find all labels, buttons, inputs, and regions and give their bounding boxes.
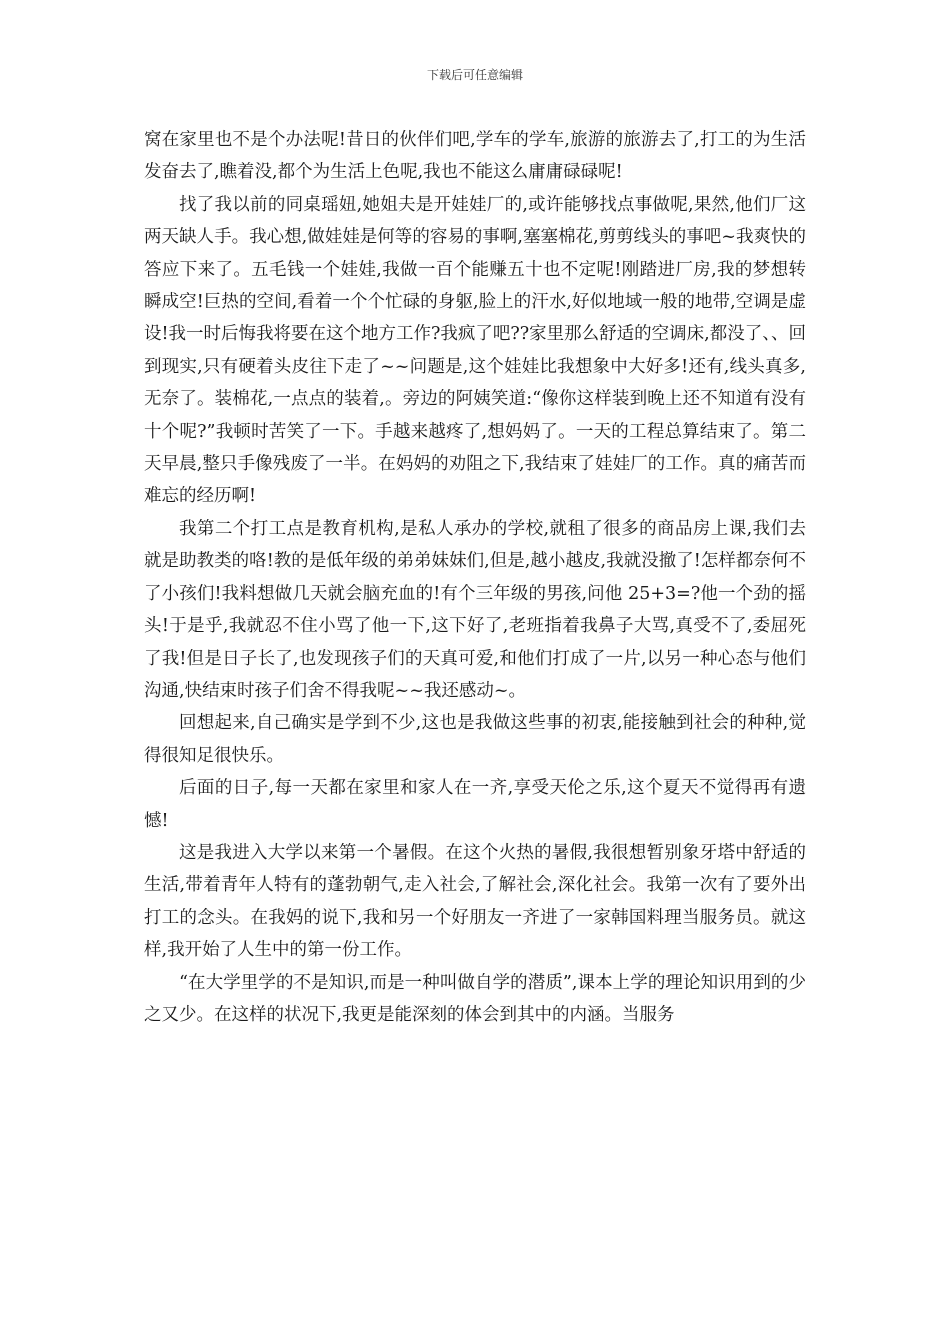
paragraph: 后面的日子,每一天都在家里和家人在一齐,享受天伦之乐,这个夏天不觉得再有遗憾! [144,778,806,831]
paragraph: “在大学里学的不是知识,而是一种叫做自学的潜质”,课本上学的理论知识用到的少之又少。在这样的状况下,我更是能深刻的体会到其中的内涵。当服务 [144,972,806,1025]
document-body [144,124,806,1031]
paragraph: 回想起来,自己确实是学到不少,这也是我做这些事的初衷,能接触到社会的种种,觉得很知足很快乐。 [144,713,806,766]
paragraph: 窝在家里也不是个办法呢!昔日的伙伴们吧,学车的学车,旅游的旅游去了,打工的为生活发奋去了,瞧着没,都个为生活上色呢,我也不能这么庸庸碌碌呢! [144,130,806,183]
paragraph: 这是我进入大学以来第一个暑假。在这个火热的暑假,我很想暂别象牙塔中舒适的生活,带着青年人特有的蓬勃朝气,走入社会,了解社会,深化社会。我第一次有了要外出打工的念头。在我妈的说下,我和另一个好朋友一齐进了一家韩国料理当服务员。就这样,我开始了人生中的第一份工作。 [144,842,806,961]
page-header: 下载后可任意编辑 [426,68,523,82]
paragraph: 我第二个打工点是教育机构,是私人承办的学校,就租了很多的商品房上课,我们去就是助教类的咯!教的是低年级的弟弟妹妹们,但是,越小越皮,我就没撤了!怎样都奈何不了小孩们!我料想做几天就会脑充血的!有个三年级的男孩,问他 25+3=?他一个劲的摇头!于是乎,我就忍不住小骂了他一下,这下好了,老班指着我鼻子大骂,真受不了,委屈死了我!但是日子长了,也发现孩子们的天真可爱,和他们打成了一片,以另一种心态与他们沟通,快结束时孩子们舍不得我呢~~我还感动~。 [144,518,806,701]
paragraph: 找了我以前的同桌瑶妞,她姐夫是开娃娃厂的,或许能够找点事做呢,果然,他们厂这两天缺人手。我心想,做娃娃是何等的容易的事啊,塞塞棉花,剪剪线头的事吧~我爽快的答应下来了。五毛钱一个娃娃,我做一百个能赚五十也不定呢!刚踏进厂房,我的梦想转瞬成空!巨热的空间,看着一个个忙碌的身躯,脸上的汗水,好似地域一般的地带,空调是虚设!我一时后悔我将要在这个地方工作?我疯了吧??家里那么舒适的空调床,都没了、、回到现实,只有硬着头皮往下走了~~问题是,这个娃娃比我想象中大好多!还有,线头真多,无奈了。装棉花,一点点的装着,。旁边的阿姨笑道:“像你这样装到晚上还不知道有没有十个呢?”我顿时苦笑了一下。手越来越疼了,想妈妈了。一天的工程总算结束了。第二天早晨,整只手像残废了一半。在妈妈的劝阻之下,我结束了娃娃厂的工作。真的痛苦而难忘的经历啊! [144,194,806,507]
